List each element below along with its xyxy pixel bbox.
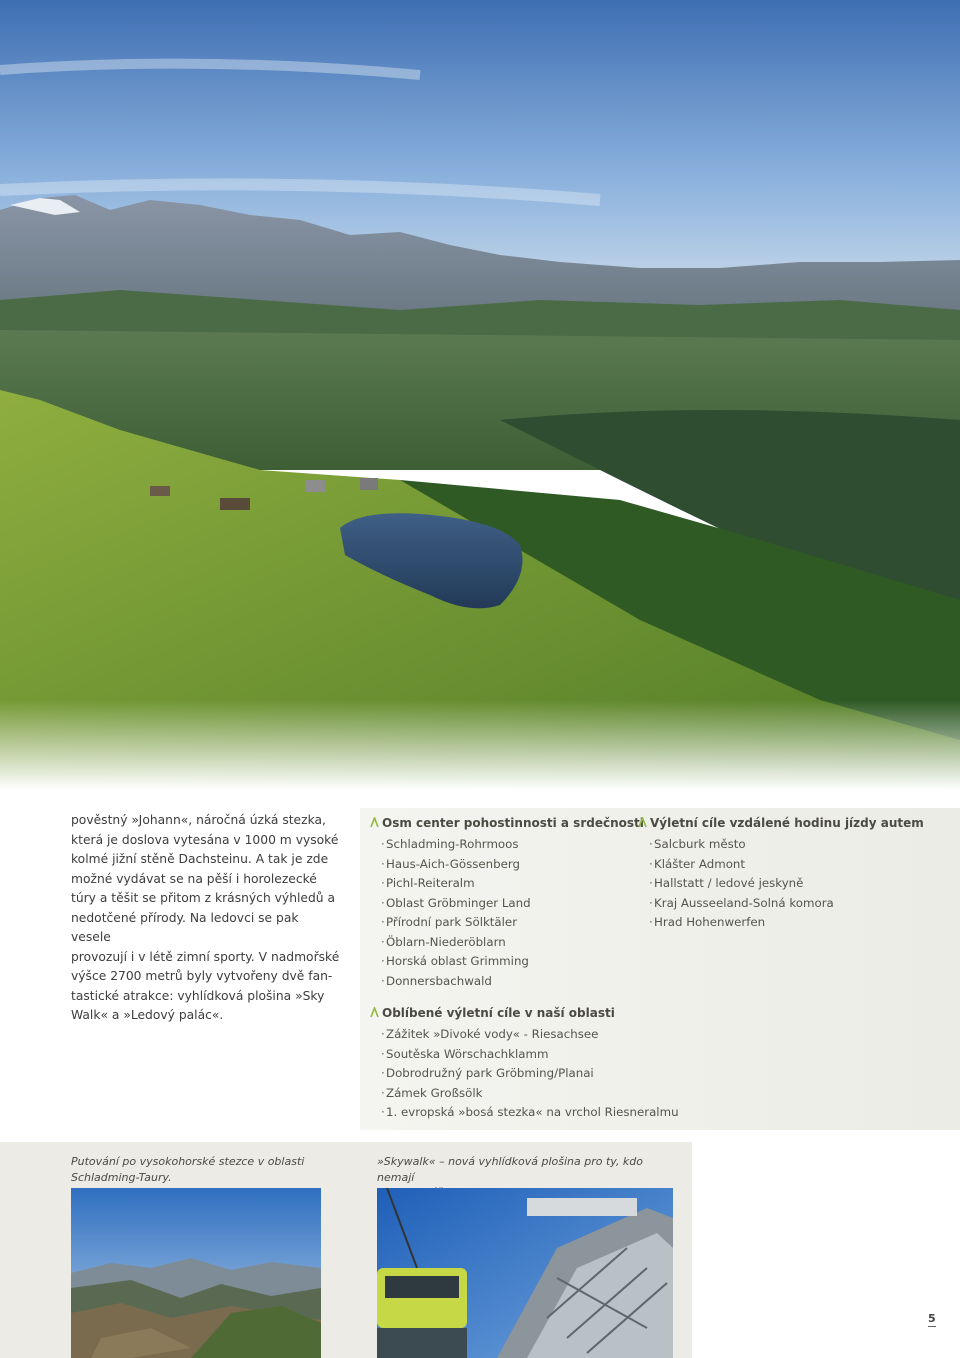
list-item: · Hrad Hohenwerfen	[638, 913, 924, 933]
caret-icon	[638, 817, 647, 828]
list-item: · Haus-Aich-Gössenberg	[370, 855, 679, 875]
list-item: · Přírodní park Sölktäler	[370, 913, 679, 933]
intro-line: pověstný »Johann«, náročná úzká stezka,	[71, 813, 326, 827]
list-item: · Öblarn-Niederöblarn	[370, 933, 679, 953]
list-item: · Hallstatt / ledové jeskyně	[638, 874, 924, 894]
intro-line: která je doslova vytesána v 1000 m vysoké	[71, 832, 339, 847]
list-item: · Dobrodružný park Gröbming/Planai	[370, 1064, 679, 1084]
info-panel	[360, 808, 960, 1130]
centers-heading	[370, 815, 679, 832]
intro-paragraph	[71, 811, 341, 1026]
far-heading	[638, 815, 924, 832]
far-title: Výletní cíle vzdálené hodinu jízdy autem	[650, 816, 924, 830]
intro-line: tastické atrakce: vyhlídková plošina »Sky	[71, 988, 325, 1003]
far-section	[638, 815, 924, 933]
list-item: · Pichl-Reiteralm	[370, 874, 679, 894]
list-item: · Soutěska Wörschachklamm	[370, 1045, 679, 1065]
intro-line: možné vydávat se na pěší i horolezecké	[71, 871, 317, 886]
list-item: · Klášter Admont	[638, 855, 924, 875]
caption-line: »Skywalk« – nová vyhlídková plošina pro ty, kdo nemají	[377, 1155, 644, 1184]
list-item: · Zámek Großsölk	[370, 1084, 679, 1104]
skywalk-photo	[377, 1188, 673, 1358]
intro-line: výšce 2700 metrů byly vytvořeny dvě fan-	[71, 969, 333, 983]
centers-section	[370, 815, 679, 1123]
intro-line: túry a těšit se přitom z krásných výhledů a	[71, 891, 336, 905]
intro-line: Walk« a »Ledový palác«.	[71, 1008, 224, 1022]
caption-left	[71, 1154, 341, 1185]
intro-line: kolmé jižní stěně Dachsteinu. A tak je zde	[71, 852, 329, 866]
trips-section	[370, 1005, 679, 1123]
caret-icon	[370, 1007, 379, 1018]
centers-title: Osm center pohostinnosti a srdečnosti	[382, 816, 644, 830]
centers-list	[370, 835, 679, 991]
trips-list	[370, 1025, 679, 1123]
list-item: · Kraj Ausseeland-Solná komora	[638, 894, 924, 914]
caption-line: Putování po vysokohorské stezce v oblasti	[71, 1155, 305, 1168]
far-list	[638, 835, 924, 933]
list-item: · Donnersbachwald	[370, 972, 679, 992]
list-item: · Horská oblast Grimming	[370, 952, 679, 972]
trips-heading	[370, 1005, 679, 1022]
list-item: · Schladming-Rohrmoos	[370, 835, 679, 855]
caption-line: Schladming-Taury.	[71, 1170, 172, 1184]
list-item: · Zážitek »Divoké vody« - Riesachsee	[370, 1025, 679, 1045]
list-item: · Salcburk město	[638, 835, 924, 855]
caret-icon	[370, 817, 379, 828]
mountain-trail-photo	[71, 1188, 321, 1358]
list-item: · 1. evropská »bosá stezka« na vrchol Riesneralmu	[370, 1103, 679, 1123]
trips-title: Oblíbené výletní cíle v naší oblasti	[382, 1006, 615, 1020]
list-item: · Oblast Gröbminger Land	[370, 894, 679, 914]
page-number: 5	[928, 1312, 936, 1325]
intro-line: nedotčené přírody. Na ledovci se pak vesele	[71, 910, 299, 944]
intro-line: provozují i v létě zimní sporty. V nadmořské	[71, 949, 340, 964]
